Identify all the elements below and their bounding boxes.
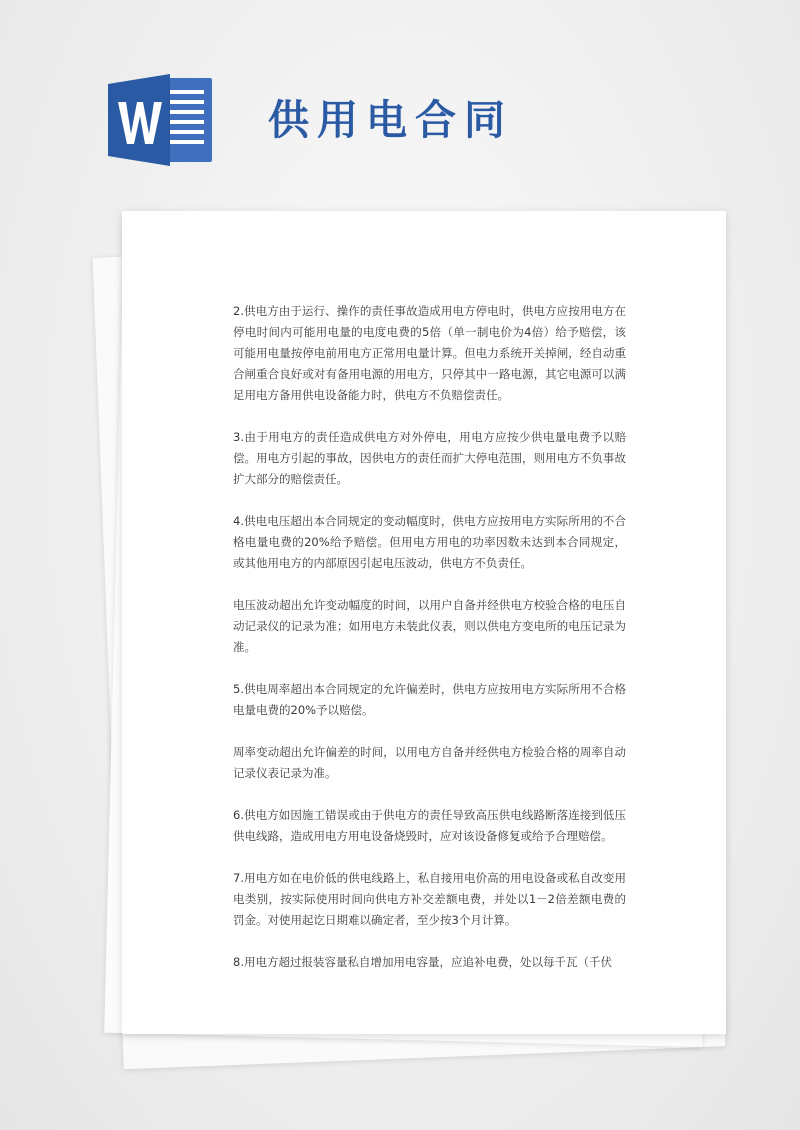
paragraph: 5.供电周率超出本合同规定的允许偏差时，供电方应按用电方实际所用不合格电量电费的20%予以赔偿。 <box>233 682 626 717</box>
paragraph: 周率变动超出允许偏差的时间，以用电方自备并经供电方检验合格的周率自动记录仪表记录为准。 <box>233 745 626 780</box>
paragraph: 8.用电方超过报装容量私自增加用电容量，应追补电费，处以每千瓦（千伏 <box>233 955 612 969</box>
paragraph: 6.供电方如因施工错误或由于供电方的责任导致高压供电线路断落连接到低压供电线路，造成用电方用电设备烧毁时，应对该设备修复或给予合理赔偿。 <box>233 808 626 843</box>
document-title: 供用电合同 <box>268 96 513 144</box>
paragraph: 7.用电方如在电价低的供电线路上，私自接用电价高的用电设备或私自改变用电类别，按实际使用时间向供电方补交差额电费，并处以1－2倍差额电费的罚金。对使用起讫日期难以确定者，至少按3个月计算。 <box>233 871 626 927</box>
paragraph: 2.供电方由于运行、操作的责任事故造成用电方停电时，供电方应按用电方在停电时间内可能用电量的电度电费的5倍（单一制电价为4倍）给予赔偿，该可能用电量按停电前用电方正常用电量计算。但电力系统开关掉闸，经自动重合闸重合良好或对有备用电源的用电方，只停其中一路电源，其它电源可以满足用电方备用供电设备能力时，供电方不负赔偿责任。 <box>233 304 626 402</box>
document-body <box>233 301 626 969</box>
paragraph: 电压波动超出允许变动幅度的时间，以用户自备并经供电方校验合格的电压自动记录仪的记录为准；如用电方未装此仪表，则以供电方变电所的电压记录为准。 <box>233 598 626 654</box>
word-document-icon <box>108 72 218 168</box>
paragraph: 4.供电电压超出本合同规定的变动幅度时，供电方应按用电方实际所用的不合格电量电费的20%给予赔偿。但用电方用电的功率因数未达到本合同规定，或其他用电方的内部原因引起电压波动，供电方不负责任。 <box>233 514 626 570</box>
document-header <box>108 72 748 172</box>
paragraph: 3.由于用电方的责任造成供电方对外停电，用电方应按少供电量电费予以赔偿。用电方引起的事故，因供电方的责任而扩大停电范围，则用电方不负事故扩大部分的赔偿责任。 <box>233 430 626 486</box>
